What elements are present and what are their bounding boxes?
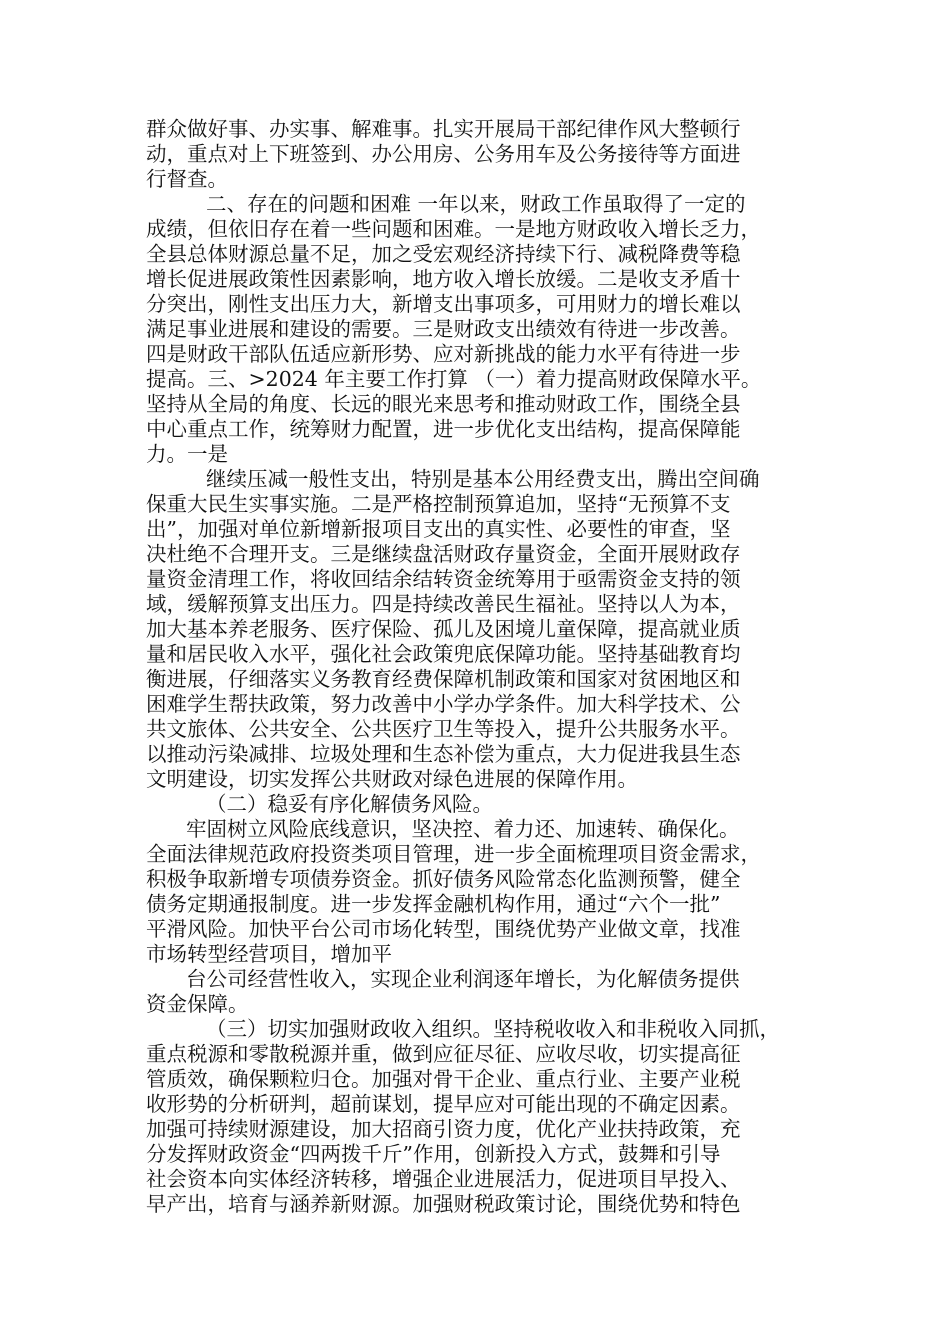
text-line: 台公司经营性收入，实现企业利润逐年增长，为化解债务提供 — [186, 967, 740, 991]
text-line: 积极争取新增专项债券资金。抓好债务风险常态化监测预警，健全 — [146, 867, 741, 891]
text-line: 量资金清理工作，将收回结余结转资金统筹用于亟需资金支持的领 — [146, 567, 741, 591]
text-line: 提高。三、>2024 年主要工作打算 （一）着力提高财政保障水平。 — [146, 367, 762, 391]
text-line: 债务定期通报制度。进一步发挥金融机构作用，通过“六个一批” — [146, 892, 721, 916]
section-heading: （二）稳妥有序化解债务风险。 — [206, 792, 493, 816]
text-line: 早产出，培育与涵养新财源。加强财税政策讨论，围绕优势和特色 — [146, 1192, 741, 1216]
text-line: 满足事业进展和建设的需要。三是财政支出绩效有待进一步改善。 — [146, 317, 741, 341]
text-line: 衡进展，仔细落实义务教育经费保障机制政策和国家对贫困地区和 — [146, 667, 741, 691]
text-line: 域，缓解预算支出压力。四是持续改善民生福祉。坚持以人为本， — [146, 592, 741, 616]
text-line: 二、存在的问题和困难 一年以来，财政工作虽取得了一定的 — [206, 192, 746, 216]
text-line: 全县总体财源总量不足，加之受宏观经济持续下行、减税降费等稳 — [146, 242, 741, 266]
text-line: 保重大民生实事实施。二是严格控制预算追加，坚持“无预算不支 — [146, 492, 731, 516]
text-line: 继续压减一般性支出，特别是基本公用经费支出，腾出空间确 — [206, 467, 760, 491]
text-line: 牢固树立风险底线意识，坚决控、着力还、加速转、确保化。 — [186, 817, 740, 841]
document-page — [146, 117, 816, 1217]
text-line: 平滑风险。加快平台公司市场化转型，围绕优势产业做文章，找准 — [146, 917, 741, 941]
text-line: 坚持从全局的角度、长远的眼光来思考和推动财政工作，围绕全县 — [146, 392, 741, 416]
text-line: 社会资本向实体经济转移，增强企业进展活力，促进项目早投入、 — [146, 1167, 741, 1191]
text-line: 收形势的分析研判，超前谋划，提早应对可能出现的不确定因素。 — [146, 1092, 741, 1116]
text-line: 困难学生帮扶政策，努力改善中小学办学条件。加大科学技术、公 — [146, 692, 741, 716]
text-line: 增长促进展政策性因素影响，地方收入增长放缓。二是收支矛盾十 — [146, 267, 741, 291]
text-line: 动，重点对上下班签到、办公用房、公务用车及公务接待等方面进 — [146, 142, 741, 166]
text-line: 市场转型经营项目，增加平 — [146, 942, 392, 966]
text-line: 成绩，但依旧存在着一些问题和困难。一是地方财政收入增长乏力， — [146, 217, 761, 241]
text-line: 行督查。 — [146, 167, 228, 191]
text-line: 全面法律规范政府投资类项目管理，进一步全面梳理项目资金需求， — [146, 842, 761, 866]
text-line: 分突出，刚性支出压力大，新增支出事项多，可用财力的增长难以 — [146, 292, 741, 316]
text-line: 加大基本养老服务、医疗保险、孤儿及困境儿童保障，提高就业质 — [146, 617, 741, 641]
text-line: 重点税源和零散税源并重，做到应征尽征、应收尽收，切实提高征 — [146, 1042, 741, 1066]
text-line: 决杜绝不合理开支。三是继续盘活财政存量资金，全面开展财政存 — [146, 542, 741, 566]
text-line: 共文旅体、公共安全、公共医疗卫生等投入，提升公共服务水平。 — [146, 717, 741, 741]
text-line: 分发挥财政资金“四两拨千斤”作用，创新投入方式，鼓舞和引导 — [146, 1142, 721, 1166]
text-line: 资金保障。 — [146, 992, 249, 1016]
text-line: 量和居民收入水平，强化社会政策兜底保障功能。坚持基础教育均 — [146, 642, 741, 666]
text-line: 群众做好事、办实事、解难事。扎实开展局干部纪律作风大整顿行 — [146, 117, 741, 141]
text-line: 力。一是 — [146, 442, 228, 466]
text-line: 以推动污染减排、垃圾处理和生态补偿为重点，大力促进我县生态 — [146, 742, 741, 766]
text-line: 加强可持续财源建设，加大招商引资力度，优化产业扶持政策，充 — [146, 1117, 741, 1141]
text-line: 文明建设，切实发挥公共财政对绿色进展的保障作用。 — [146, 767, 638, 791]
text-line: 管质效，确保颗粒归仓。加强对骨干企业、重点行业、主要产业税 — [146, 1067, 741, 1091]
text-line: 出”，加强对单位新增新报项目支出的真实性、必要性的审查，坚 — [146, 517, 731, 541]
section-heading: （三）切实加强财政收入组织。坚持税收收入和非税收入同抓， — [206, 1017, 780, 1041]
text-line: 中心重点工作，统筹财力配置，进一步优化支出结构，提高保障能 — [146, 417, 741, 441]
text-line: 四是财政干部队伍适应新形势、应对新挑战的能力水平有待进一步 — [146, 342, 741, 366]
